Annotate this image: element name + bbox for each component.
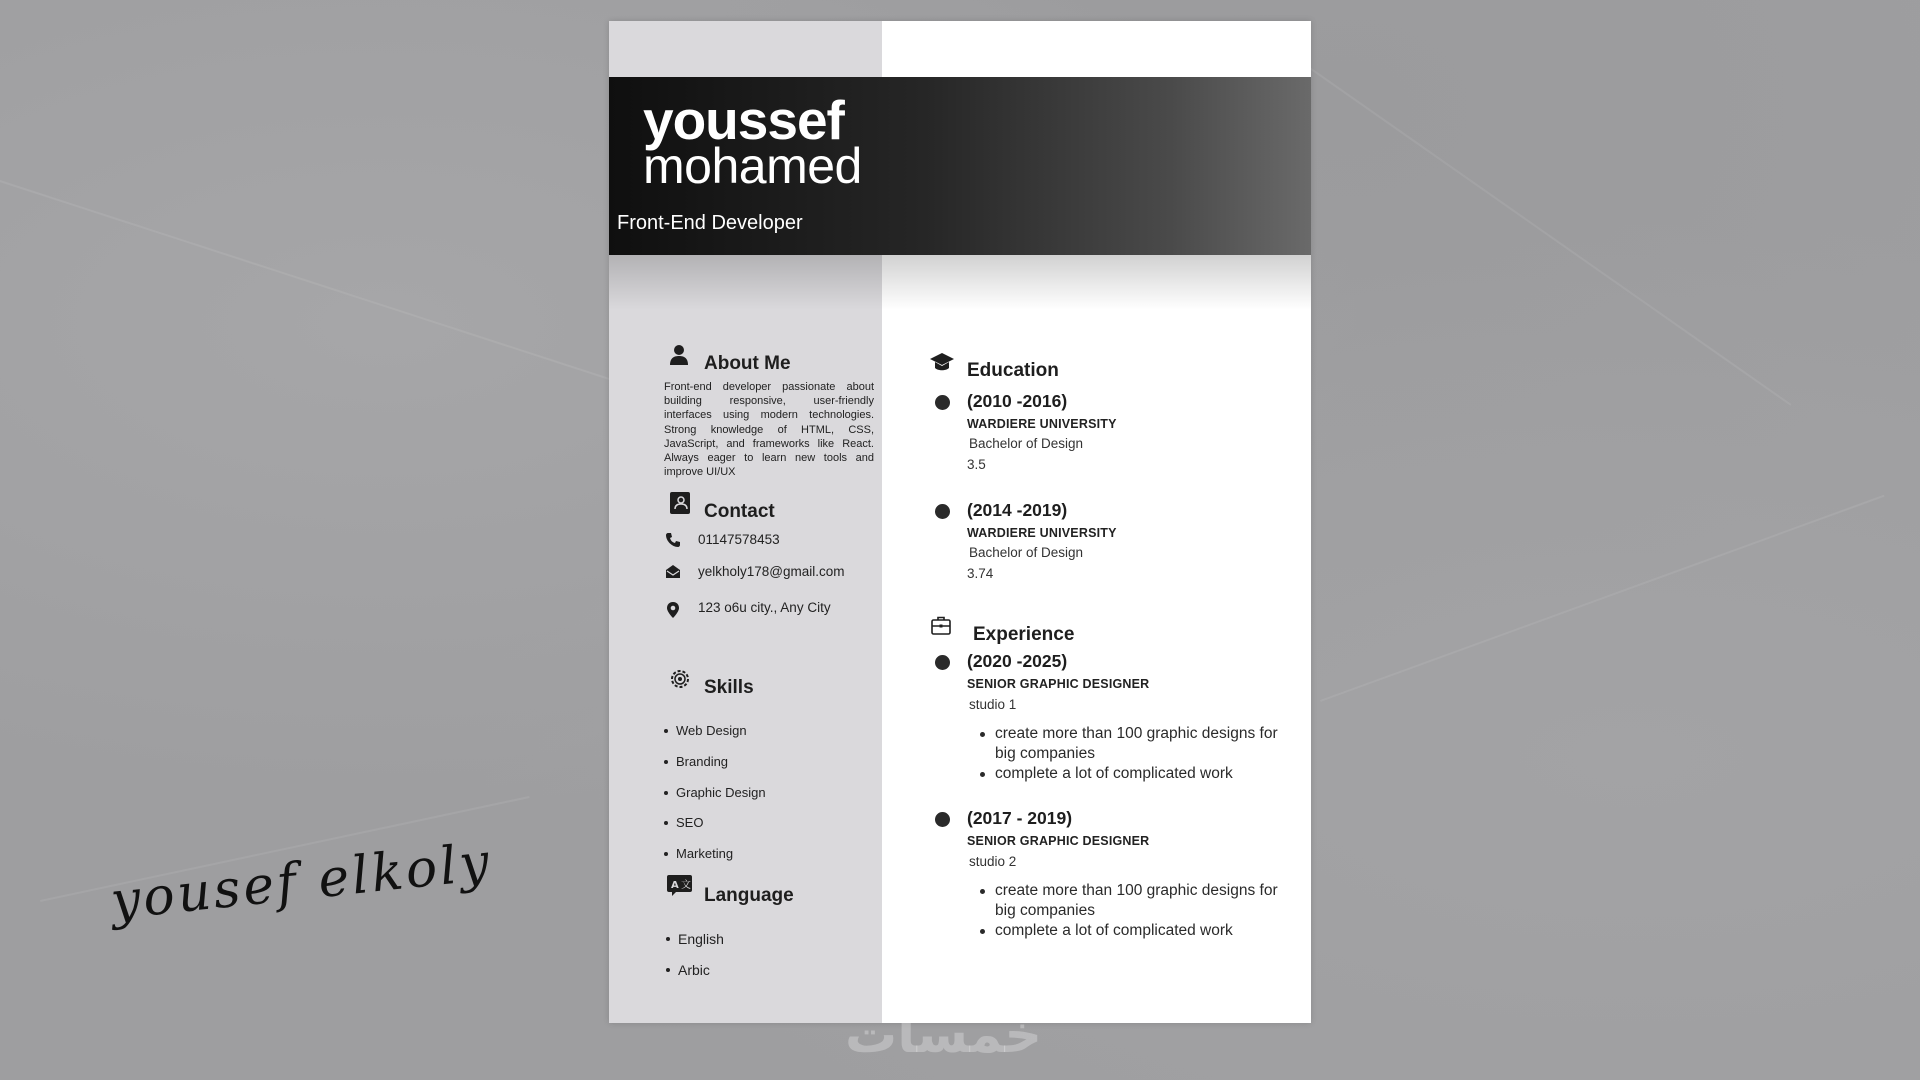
- phone-icon: [664, 531, 682, 549]
- contact-book-icon: [670, 492, 690, 514]
- skills-title: Skills: [704, 677, 754, 698]
- timeline-dot: [935, 504, 950, 519]
- location-pin-icon: [664, 601, 682, 619]
- about-text: Front-end developer passionate about building responsive, user-friendly interfaces using modern technologies. Strong knowledge of HTML, CSS, JavaScript, and frameworks like React. Always eager to learn new tools and improve UI/UX: [664, 381, 874, 479]
- education-title: Education: [967, 360, 1059, 381]
- person-icon: [669, 344, 689, 365]
- language-title: Language: [704, 885, 794, 906]
- experience-company: studio 1: [969, 697, 1017, 712]
- education-grade: 3.74: [967, 566, 994, 581]
- education-degree: Bachelor of Design: [969, 436, 1084, 451]
- gear-icon: [669, 668, 691, 690]
- job-title: Front-End Developer: [617, 212, 803, 234]
- experience-role: SENIOR GRAPHIC DESIGNER: [967, 677, 1150, 691]
- experience-bullet: complete a lot of complicated work: [969, 764, 1279, 784]
- education-period: (2010 -2016): [967, 391, 1068, 411]
- graduation-cap-icon: [929, 351, 955, 373]
- about-title: About Me: [704, 353, 791, 374]
- email-address: yelkholy178@gmail.com: [698, 564, 845, 579]
- skill-item: SEO: [676, 815, 704, 830]
- watermark-logo: خمسات: [845, 1006, 1043, 1064]
- timeline-dot: [935, 395, 950, 410]
- skill-item: Marketing: [676, 846, 734, 861]
- education-school: WARDIERE UNIVERSITY: [967, 526, 1117, 540]
- resume-page: [609, 21, 1311, 1023]
- timeline-dot: [935, 655, 950, 670]
- experience-bullet: complete a lot of complicated work: [969, 921, 1279, 941]
- education-grade: 3.5: [967, 457, 986, 472]
- language-item: Arbic: [678, 962, 710, 978]
- handwritten-signature: yousef elkoly: [107, 832, 495, 932]
- timeline-dot: [935, 812, 950, 827]
- experience-period: (2020 -2025): [967, 651, 1068, 671]
- skill-item: Graphic Design: [676, 785, 766, 800]
- contact-title: Contact: [704, 501, 775, 522]
- experience-role: SENIOR GRAPHIC DESIGNER: [967, 834, 1150, 848]
- experience-bullet: create more than 100 graphic designs for big companies: [969, 724, 1279, 764]
- address: 123 o6u city., Any City: [698, 600, 831, 615]
- svg-text:文: 文: [681, 880, 691, 891]
- experience-period: (2017 - 2019): [967, 808, 1073, 828]
- skill-item: Branding: [676, 754, 729, 769]
- experience-title: Experience: [973, 624, 1075, 645]
- experience-bullet: create more than 100 graphic designs for big companies: [969, 881, 1279, 921]
- experience-bullets: [969, 724, 1279, 784]
- briefcase-icon: [931, 616, 951, 635]
- education-degree: Bachelor of Design: [969, 545, 1084, 560]
- skill-item: Web Design: [676, 723, 747, 738]
- experience-company: studio 2: [969, 854, 1017, 869]
- language-item: English: [678, 931, 724, 947]
- phone-number: 01147578453: [698, 532, 780, 547]
- header-shadow: [609, 255, 1311, 310]
- first-name: youssef: [643, 89, 844, 151]
- mail-icon: [664, 563, 682, 581]
- last-name: mohamed: [643, 138, 862, 194]
- translate-icon: [667, 875, 692, 896]
- education-school: WARDIERE UNIVERSITY: [967, 417, 1117, 431]
- svg-text:A: A: [671, 880, 679, 891]
- experience-bullets: [969, 881, 1279, 941]
- education-period: (2014 -2019): [967, 500, 1068, 520]
